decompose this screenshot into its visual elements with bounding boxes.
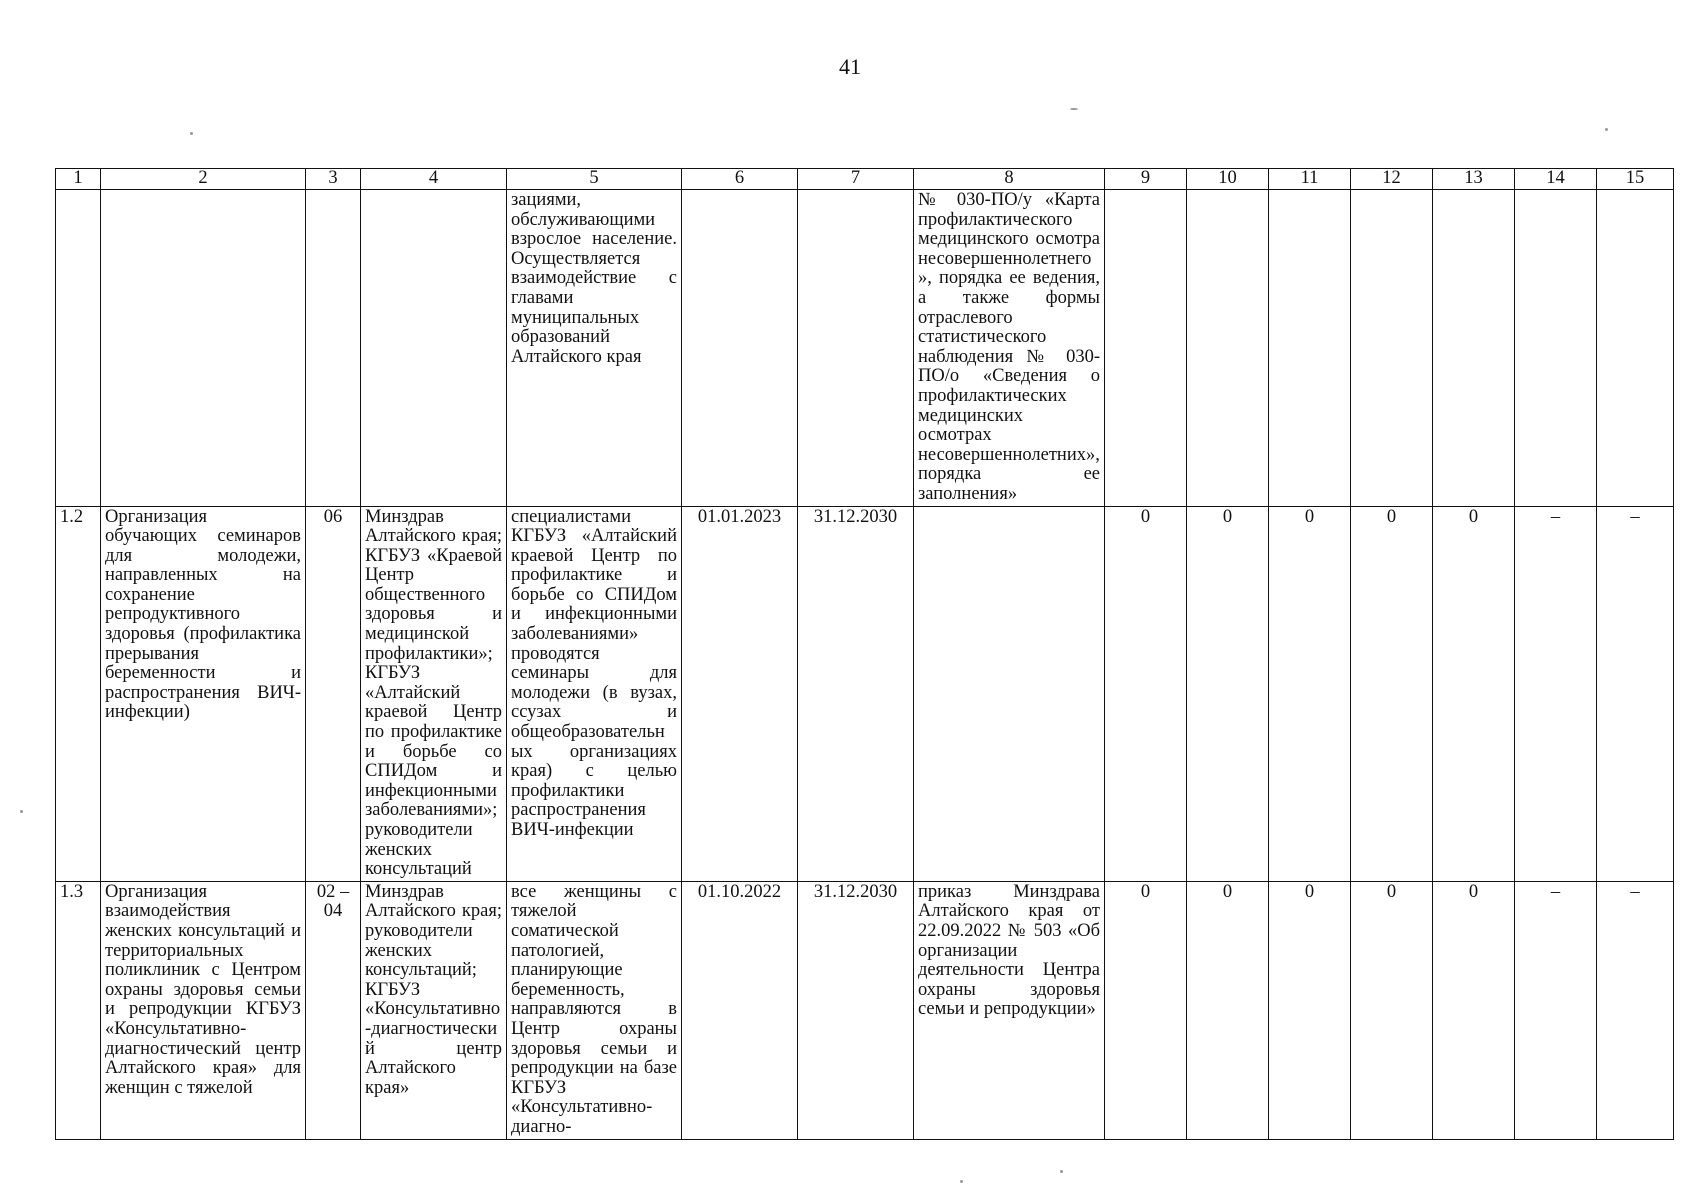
value-cell: 0 bbox=[1351, 881, 1433, 1139]
scan-speck bbox=[20, 810, 23, 813]
value-cell bbox=[1433, 190, 1515, 507]
measure-name: Организация взаимодействия женских консультаций и территориальных поликлиник с Центром охраны здоровья семьи и репродукции КГБУЗ «Консультативно-диагностический центр Алтайского края» для женщин с тяжелой bbox=[101, 881, 306, 1139]
header-cell: 7 bbox=[798, 169, 914, 190]
header-cell: 11 bbox=[1269, 169, 1351, 190]
header-cell: 3 bbox=[306, 169, 361, 190]
value-cell: 0 bbox=[1187, 881, 1269, 1139]
period-code: 06 bbox=[306, 506, 361, 881]
item-number bbox=[56, 190, 101, 507]
end-date bbox=[798, 190, 914, 507]
start-date: 01.10.2022 bbox=[682, 881, 798, 1139]
value-cell bbox=[1515, 190, 1597, 507]
header-cell: 9 bbox=[1105, 169, 1187, 190]
scan-speck bbox=[960, 1180, 963, 1183]
value-cell: 0 bbox=[1269, 881, 1351, 1139]
value-cell bbox=[1187, 190, 1269, 507]
measure-name: Организация обучающих семинаров для молодежи, направленных на сохранение репродуктивного здоровья (профилактика прерывания беременности и распространения ВИЧ-инфекции) bbox=[101, 506, 306, 881]
table-row bbox=[56, 190, 1674, 507]
program-table bbox=[55, 168, 1674, 1140]
value-cell: – bbox=[1515, 881, 1597, 1139]
end-date: 31.12.2030 bbox=[798, 506, 914, 881]
header-cell: 6 bbox=[682, 169, 798, 190]
header-cell: 10 bbox=[1187, 169, 1269, 190]
table-row bbox=[56, 881, 1674, 1139]
scan-speck bbox=[1070, 108, 1078, 110]
value-cell: 0 bbox=[1433, 506, 1515, 881]
header-cell: 5 bbox=[507, 169, 682, 190]
value-cell bbox=[1105, 190, 1187, 507]
legal-act: № 030-ПО/у «Карта профилактического медицинского осмотра несовершеннолетнего», порядка ее ведения, а также формы отраслевого статистического наблюдения № 030-ПО/о «Сведения о профилактических медицинских осмотрах несовершеннолетних», порядка ее заполнения» bbox=[914, 190, 1105, 507]
header-cell: 15 bbox=[1597, 169, 1674, 190]
responsible: Минздрав Алтайского края; КГБУЗ «Краевой Центр общественного здоровья и медицинской профилактики»; КГБУЗ «Алтайский краевой Центр по профилактике и борьбе со СПИДом и инфекционными заболеваниями»; руководители женских консультаций bbox=[361, 506, 507, 881]
description: зациями, обслуживающими взрослое население. Осуществляется взаимодействие с главами муниципальных образований Алтайского края bbox=[507, 190, 682, 507]
value-cell bbox=[1351, 190, 1433, 507]
scan-speck bbox=[1060, 1170, 1063, 1173]
value-cell: 0 bbox=[1105, 881, 1187, 1139]
header-cell: 8 bbox=[914, 169, 1105, 190]
value-cell: 0 bbox=[1269, 506, 1351, 881]
table-row bbox=[56, 506, 1674, 881]
period-code: 02 – 04 bbox=[306, 881, 361, 1139]
period-code bbox=[306, 190, 361, 507]
item-number: 1.3 bbox=[56, 881, 101, 1139]
value-cell: – bbox=[1597, 506, 1674, 881]
end-date: 31.12.2030 bbox=[798, 881, 914, 1139]
description: все женщины с тяжелой соматической патологией, планирующие беременность, направляются в Центр охраны здоровья семьи и репродукции на базе КГБУЗ «Консультативно-диагно- bbox=[507, 881, 682, 1139]
header-row bbox=[56, 169, 1674, 190]
value-cell: 0 bbox=[1351, 506, 1433, 881]
value-cell: 0 bbox=[1105, 506, 1187, 881]
header-cell: 14 bbox=[1515, 169, 1597, 190]
value-cell bbox=[1597, 190, 1674, 507]
header-cell: 4 bbox=[361, 169, 507, 190]
header-cell: 12 bbox=[1351, 169, 1433, 190]
responsible bbox=[361, 190, 507, 507]
legal-act bbox=[914, 506, 1105, 881]
value-cell bbox=[1269, 190, 1351, 507]
value-cell: 0 bbox=[1433, 881, 1515, 1139]
page-number: 41 bbox=[839, 54, 861, 79]
item-number: 1.2 bbox=[56, 506, 101, 881]
scan-speck bbox=[1605, 128, 1608, 131]
value-cell: 0 bbox=[1187, 506, 1269, 881]
header-cell: 1 bbox=[56, 169, 101, 190]
legal-act: приказ Минздрава Алтайского края от 22.09.2022 № 503 «Об организации деятельности Центра охраны здоровья семьи и репродукции» bbox=[914, 881, 1105, 1139]
measure-name bbox=[101, 190, 306, 507]
value-cell: – bbox=[1597, 881, 1674, 1139]
description: специалистами КГБУЗ «Алтайский краевой Центр по профилактике и борьбе со СПИДом и инфекционными заболеваниями» проводятся семинары для молодежи (в вузах, ссузах и общеобразовательных организациях края) с целью профилактики распространения ВИЧ-инфекции bbox=[507, 506, 682, 881]
value-cell: – bbox=[1515, 506, 1597, 881]
header-cell: 2 bbox=[101, 169, 306, 190]
responsible: Минздрав Алтайского края; руководители женских консультаций; КГБУЗ «Консультативно-диагностический центр Алтайского края» bbox=[361, 881, 507, 1139]
scan-speck bbox=[190, 132, 193, 135]
start-date bbox=[682, 190, 798, 507]
start-date: 01.01.2023 bbox=[682, 506, 798, 881]
header-cell: 13 bbox=[1433, 169, 1515, 190]
